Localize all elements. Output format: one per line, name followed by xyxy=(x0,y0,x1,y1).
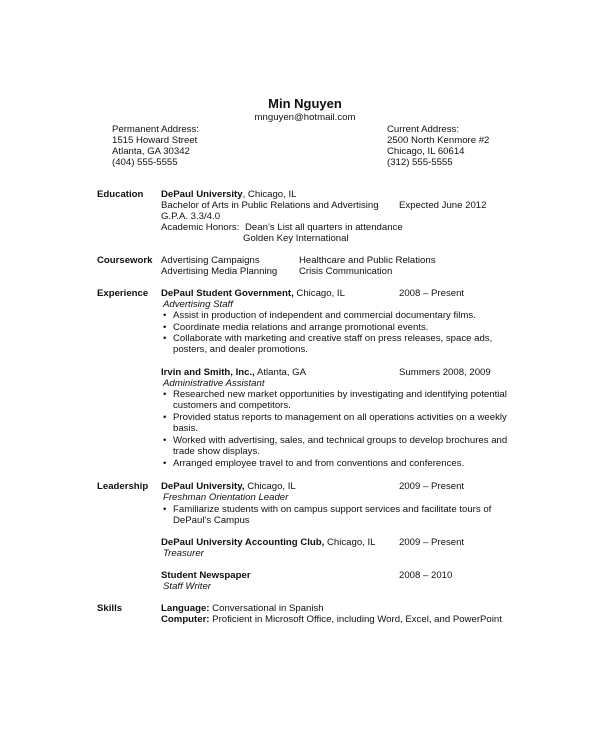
job-bullet: Collaborate with marketing and creative staff on press releases, space ads, xyxy=(173,333,493,344)
leadership-org-line xyxy=(161,481,296,492)
job-title: Administrative Assistant xyxy=(163,378,265,389)
education-degree: Bachelor of Arts in Public Relations and Advertising xyxy=(161,200,379,211)
job-org-line xyxy=(161,367,306,378)
job-location: Atlanta, GA xyxy=(254,367,307,378)
bullet-icon: • xyxy=(163,333,167,344)
education-heading: Education xyxy=(97,189,144,200)
skill-language-value: Conversational in Spanish xyxy=(209,603,324,614)
job-org-line xyxy=(161,288,345,299)
education-expected: Expected June 2012 xyxy=(399,200,487,211)
bullet-icon: • xyxy=(163,322,167,333)
current-street: 2500 North Kenmore #2 xyxy=(387,135,490,146)
education-gpa: G.P.A. 3.3/4.0 xyxy=(161,211,221,222)
leadership-dates: 2009 – Present xyxy=(399,481,465,492)
current-address xyxy=(387,124,489,168)
permanent-street: 1515 Howard Street xyxy=(112,135,198,146)
skill-computer-label: Computer: xyxy=(161,614,210,625)
permanent-address-label: Permanent Address: xyxy=(112,124,199,135)
job-dates: Summers 2008, 2009 xyxy=(399,367,491,378)
job-bullet-continued: basis. xyxy=(173,423,199,434)
leadership-location: Chicago, IL xyxy=(244,481,296,492)
leadership-location: Chicago, IL xyxy=(324,537,376,548)
job-bullet: Researched new market opportunities by investigating and identifying potential xyxy=(173,389,507,400)
job-title: Advertising Staff xyxy=(163,299,233,310)
leadership-dates: 2008 – 2010 xyxy=(399,570,453,581)
job-location: Chicago, IL xyxy=(293,288,345,299)
education-honor-1: Dean’s List all quarters in attendance xyxy=(245,222,403,233)
course-item: Advertising Media Planning xyxy=(161,266,278,277)
job-bullet-continued: trade show displays. xyxy=(173,446,260,457)
bullet-icon: • xyxy=(163,435,167,446)
coursework-heading: Coursework xyxy=(97,255,153,266)
skills-heading: Skills xyxy=(97,603,123,614)
job-org: DePaul Student Government, xyxy=(161,288,294,299)
bullet-icon: • xyxy=(163,504,167,515)
education-school-line xyxy=(161,189,296,200)
job-bullet: Coordinate media relations and arrange promotional events. xyxy=(173,322,429,333)
course-item: Advertising Campaigns xyxy=(161,255,260,266)
job-org: Irvin and Smith, Inc., xyxy=(161,367,255,378)
skill-language-label: Language: xyxy=(161,603,210,614)
education-honor-2: Golden Key International xyxy=(243,233,349,244)
skill-language xyxy=(161,603,324,614)
leadership-org: DePaul University, xyxy=(161,481,245,492)
current-city: Chicago, IL 60614 xyxy=(387,146,465,157)
permanent-phone: (404) 555-5555 xyxy=(112,157,178,168)
job-bullet: Assist in production of independent and commercial documentary films. xyxy=(173,310,476,321)
job-dates: 2008 – Present xyxy=(399,288,465,299)
resume-email: mnguyen@hotmail.com xyxy=(254,112,356,123)
education-honors-label: Academic Honors: xyxy=(161,222,240,233)
job-bullet-continued: posters, and dealer promotions. xyxy=(173,344,308,355)
skill-computer xyxy=(161,614,502,625)
leadership-org: DePaul University Accounting Club, xyxy=(161,537,325,548)
course-item: Crisis Communication xyxy=(299,266,393,277)
bullet-icon: • xyxy=(163,310,167,321)
leadership-title: Staff Writer xyxy=(163,581,211,592)
permanent-city: Atlanta, GA 30342 xyxy=(112,146,190,157)
leadership-bullet-continued: DePaul’s Campus xyxy=(173,515,250,526)
bullet-icon: • xyxy=(163,412,167,423)
current-address-label: Current Address: xyxy=(387,124,459,135)
permanent-address xyxy=(112,124,199,168)
current-phone: (312) 555-5555 xyxy=(387,157,453,168)
leadership-org: Student Newspaper xyxy=(161,570,251,581)
education-location: , Chicago, IL xyxy=(242,189,297,200)
leadership-bullet: Familiarize students with on campus support services and facilitate tours of xyxy=(173,504,492,515)
resume-name: Min Nguyen xyxy=(268,96,342,111)
skill-computer-value: Proficient in Microsoft Office, including Word, Excel, and PowerPoint xyxy=(209,614,502,625)
course-item: Healthcare and Public Relations xyxy=(299,255,436,266)
job-bullet: Arranged employee travel to and from conventions and conferences. xyxy=(173,458,465,469)
experience-heading: Experience xyxy=(97,288,149,299)
job-bullet: Provided status reports to management on all operations activities on a weekly xyxy=(173,412,507,423)
leadership-dates: 2009 – Present xyxy=(399,537,465,548)
leadership-title: Freshman Orientation Leader xyxy=(163,492,289,503)
job-bullet-continued: customers and competitors. xyxy=(173,400,291,411)
job-bullet: Worked with advertising, sales, and technical groups to develop brochures and xyxy=(173,435,508,446)
bullet-icon: • xyxy=(163,389,167,400)
bullet-icon: • xyxy=(163,458,167,469)
education-school: DePaul University xyxy=(161,189,243,200)
leadership-heading: Leadership xyxy=(97,481,149,492)
leadership-title: Treasurer xyxy=(163,548,204,559)
leadership-org-line xyxy=(161,537,376,548)
leadership-org-line xyxy=(161,570,251,581)
